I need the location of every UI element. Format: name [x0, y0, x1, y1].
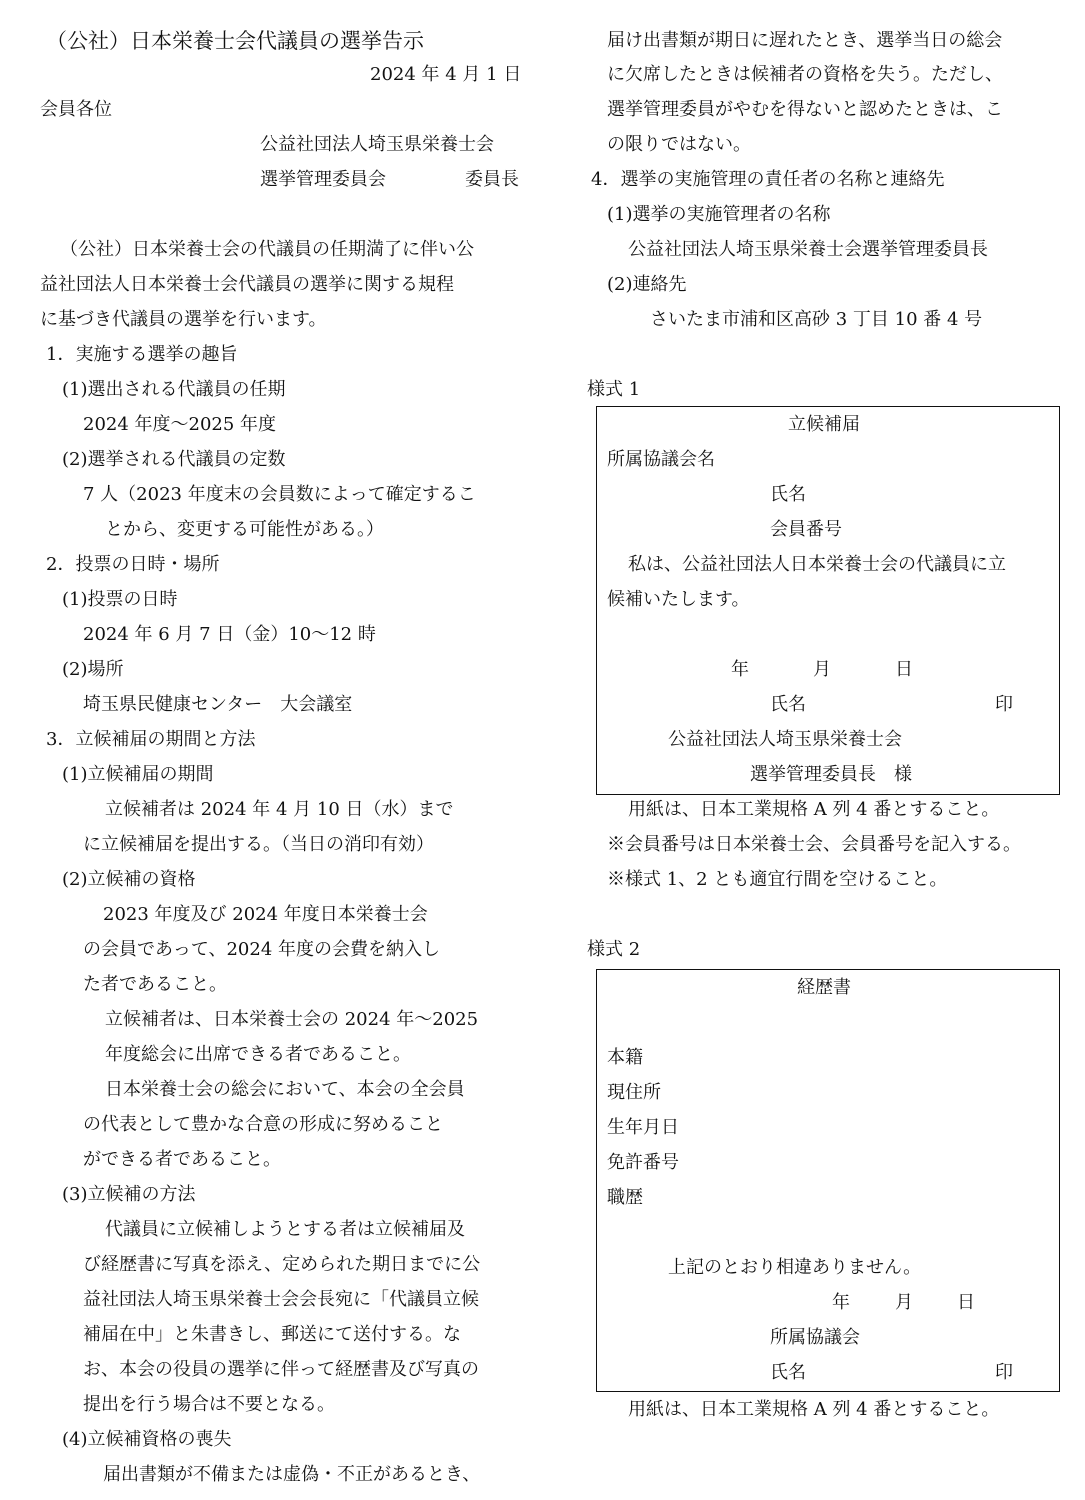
section-heading: 3．立候補届の期間と方法 — [46, 729, 256, 750]
subsection-heading: (1)選出される代議員の任期 — [62, 379, 286, 400]
intro-line: 益社団法人日本栄養士会代議員の選挙に関する規程 — [40, 274, 454, 295]
form2-month: 月 — [895, 1292, 913, 1313]
form1-month: 月 — [813, 659, 831, 680]
form2-seal: 印 — [995, 1362, 1013, 1383]
body-text: 日本栄養士会の総会において、本会の全会員 — [105, 1079, 465, 1100]
form1-name-field: 氏名 — [770, 484, 806, 505]
form2-field: 生年月日 — [607, 1117, 679, 1138]
notice-title: （公社）日本栄養士会代議員の選挙告示 — [46, 29, 424, 53]
intro-line: に基づき代議員の選挙を行います。 — [40, 309, 327, 330]
section-heading: 4．選挙の実施管理の責任者の名称と連絡先 — [591, 169, 945, 190]
form2-year: 年 — [832, 1292, 850, 1313]
form1-seal: 印 — [995, 694, 1013, 715]
form1-statement: 私は、公益社団法人日本栄養士会の代議員に立 — [628, 554, 1006, 575]
issuer-committee: 選挙管理委員会 — [260, 169, 386, 190]
body-text: 2023 年度及び 2024 年度日本栄養士会 — [103, 904, 428, 925]
body-text: ができる者であること。 — [83, 1149, 281, 1170]
form2-name-field: 氏名 — [770, 1362, 806, 1383]
note-line: ※様式 1、2 とも適宜行間を空けること。 — [607, 869, 948, 890]
body-text: の代表として豊かな合意の形成に努めること — [83, 1114, 443, 1135]
body-text: 益社団法人埼玉県栄養士会会長宛に「代議員立候 — [83, 1289, 479, 1310]
body-text: 選挙管理委員がやむを得ないと認めたときは、こ — [607, 99, 1003, 120]
body-text: た者であること。 — [83, 974, 227, 995]
form1-year: 年 — [731, 659, 749, 680]
form1-day: 日 — [895, 659, 913, 680]
addressee: 会員各位 — [40, 99, 112, 120]
body-text: び経歴書に写真を添え、定められた期日までに公 — [83, 1254, 481, 1275]
subsection-heading: (2)場所 — [62, 659, 124, 680]
form2-council-field: 所属協議会 — [770, 1327, 860, 1348]
form1-member-no-field: 会員番号 — [770, 519, 842, 540]
form2-field: 職歴 — [607, 1187, 643, 1208]
note-line: 用紙は、日本工業規格 A 列 4 番とすること。 — [628, 1399, 1000, 1420]
subsection-heading: (1)選挙の実施管理者の名称 — [607, 204, 831, 225]
body-text: とから、変更する可能性がある。） — [105, 519, 384, 540]
body-text: 立候補者は、日本栄養士会の 2024 年～2025 — [105, 1009, 479, 1030]
form1-statement: 候補いたします。 — [607, 589, 750, 610]
form1-org: 公益社団法人埼玉県栄養士会 — [668, 729, 902, 750]
body-text: 7 人（2023 年度末の会員数によって確定するこ — [83, 484, 476, 505]
issuer-org: 公益社団法人埼玉県栄養士会 — [260, 134, 494, 155]
form1-name-sign: 氏名 — [770, 694, 806, 715]
form2-declaration: 上記のとおり相違ありません。 — [668, 1257, 922, 1278]
body-text: 届出書類が不備または虚偽・不正があるとき、 — [103, 1464, 481, 1485]
body-text: 提出を行う場合は不要となる。 — [83, 1394, 335, 1415]
subsection-heading: (4)立候補資格の喪失 — [62, 1429, 232, 1450]
form2-field: 免許番号 — [607, 1152, 679, 1173]
subsection-heading: (2)選挙される代議員の定数 — [62, 449, 286, 470]
body-text: 埼玉県民健康センター 大会議室 — [83, 694, 353, 715]
form1-label: 様式 1 — [587, 379, 641, 400]
form2-field: 現住所 — [607, 1082, 661, 1103]
note-line: 用紙は、日本工業規格 A 列 4 番とすること。 — [628, 799, 1000, 820]
body-text: 届け出書類が期日に遅れたとき、選挙当日の総会 — [607, 30, 1003, 51]
body-text: に欠席したときは候補者の資格を失う。ただし、 — [607, 64, 1003, 85]
intro-line: （公社）日本栄養士会の代議員の任期満了に伴い公 — [60, 239, 474, 260]
body-text: 公益社団法人埼玉県栄養士会選挙管理委員長 — [628, 239, 988, 260]
body-text: 2024 年度～2025 年度 — [83, 414, 277, 435]
body-text: お、本会の役員の選挙に伴って経歴書及び写真の — [83, 1359, 479, 1380]
body-text: 代議員に立候補しようとする者は立候補届及 — [105, 1219, 465, 1240]
note-line: ※会員番号は日本栄養士会、会員番号を記入する。 — [607, 834, 1021, 855]
form2-label: 様式 2 — [587, 939, 641, 960]
section-heading: 2．投票の日時・場所 — [46, 554, 220, 575]
form2-title: 経歴書 — [797, 977, 851, 998]
form2-field: 本籍 — [607, 1047, 643, 1068]
body-text: 年度総会に出席できる者であること。 — [105, 1044, 411, 1065]
issuer-role: 委員長 — [465, 169, 519, 190]
body-text: さいたま市浦和区高砂 3 丁目 10 番 4 号 — [650, 309, 983, 330]
body-text: の会員であって、2024 年度の会費を納入し — [83, 939, 440, 960]
body-text: 立候補者は 2024 年 4 月 10 日（水）まで — [105, 799, 454, 820]
body-text: 補届在中」と朱書きし、郵送にて送付する。な — [83, 1324, 461, 1345]
notice-date: 2024 年 4 月 1 日 — [370, 64, 522, 85]
body-text: 2024 年 6 月 7 日（金）10～12 時 — [83, 624, 376, 645]
subsection-heading: (2)立候補の資格 — [62, 869, 196, 890]
subsection-heading: (1)投票の日時 — [62, 589, 178, 610]
form2-day: 日 — [957, 1292, 975, 1313]
section-heading: 1．実施する選挙の趣旨 — [46, 344, 238, 365]
form1-addressee: 選挙管理委員長 様 — [750, 764, 912, 785]
subsection-heading: (1)立候補届の期間 — [62, 764, 214, 785]
subsection-heading: (2)連絡先 — [607, 274, 687, 295]
form1-title: 立候補届 — [788, 414, 860, 435]
subsection-heading: (3)立候補の方法 — [62, 1184, 196, 1205]
form1-council-field: 所属協議会名 — [607, 449, 715, 470]
body-text: に立候補届を提出する。（当日の消印有効） — [83, 834, 434, 855]
body-text: の限りではない。 — [607, 134, 751, 155]
